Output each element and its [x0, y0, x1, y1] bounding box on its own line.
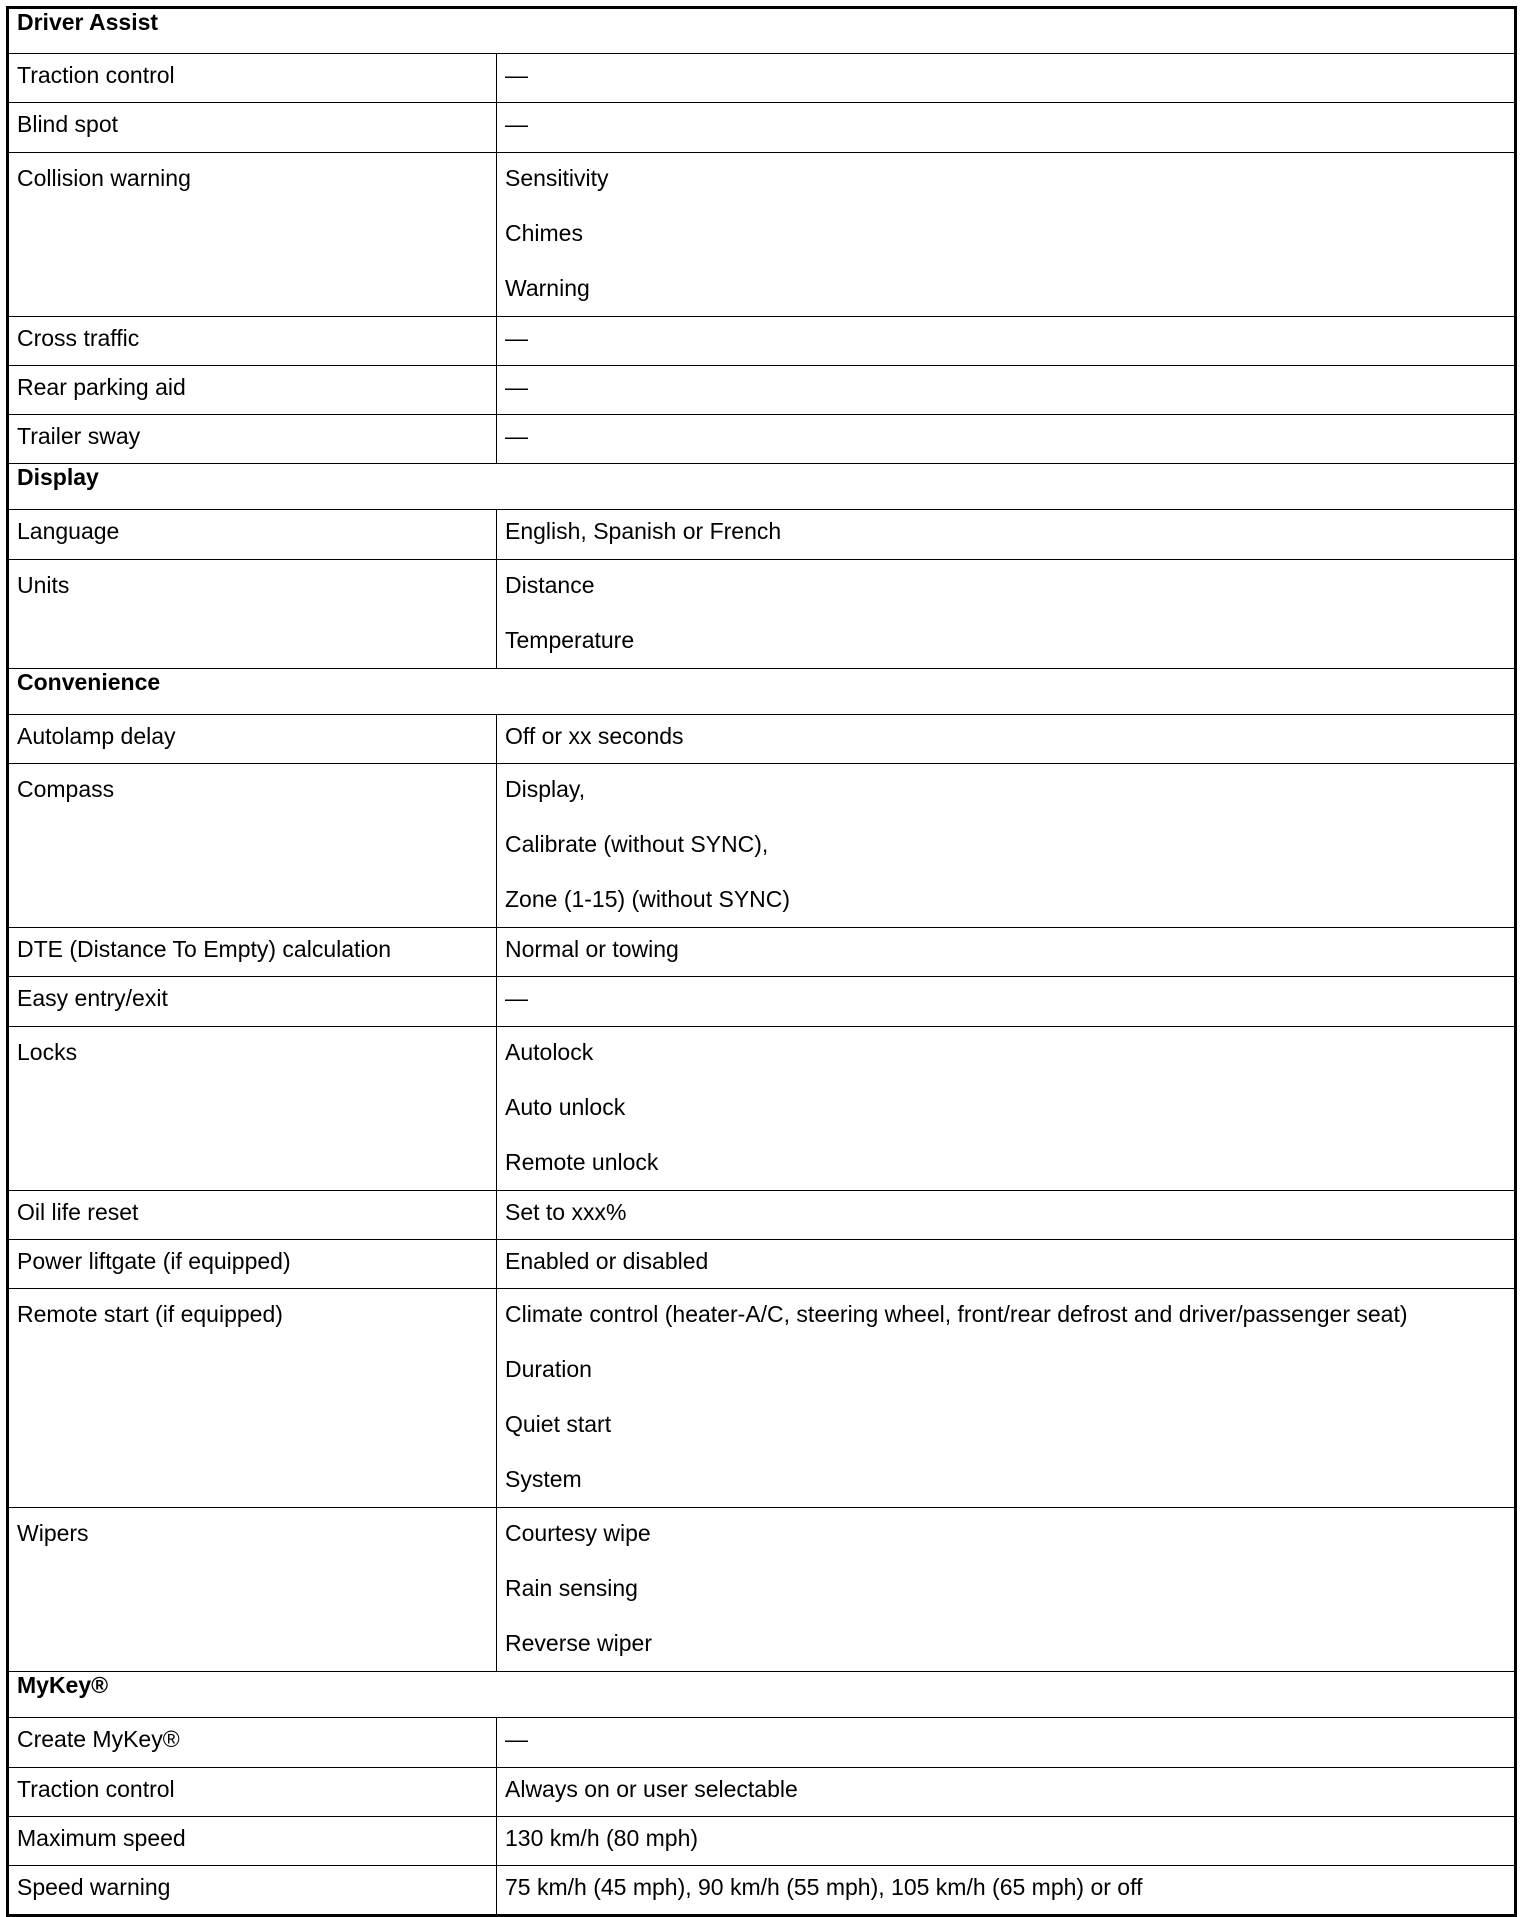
setting-label-text: Collision warning: [17, 164, 191, 191]
table-row: [8, 415, 1516, 464]
setting-options: [497, 1816, 1516, 1865]
setting-option: Chimes: [505, 219, 583, 246]
setting-option: Distance: [505, 571, 595, 598]
setting-options: [497, 928, 1516, 977]
setting-label: [8, 54, 497, 103]
setting-options: [497, 714, 1516, 763]
setting-options: [497, 316, 1516, 365]
setting-label-text: DTE (Distance To Empty) calculation: [17, 936, 392, 963]
section-title: Display: [8, 464, 1516, 510]
setting-options: [497, 1190, 1516, 1239]
table-row: [8, 928, 1516, 977]
table-row: [8, 54, 1516, 103]
setting-options: [497, 103, 1516, 152]
section-title: Convenience: [8, 668, 1516, 714]
setting-options: [497, 1026, 1516, 1190]
setting-label: [8, 415, 497, 464]
setting-option: —: [505, 62, 528, 88]
setting-option: Always on or user selectable: [505, 1775, 798, 1802]
setting-label-text: Traction control: [17, 1775, 175, 1802]
setting-option: Enabled or disabled: [505, 1247, 709, 1274]
table-row: [8, 1239, 1516, 1288]
setting-label: [8, 714, 497, 763]
table-row: [8, 1289, 1516, 1508]
setting-option: Normal or towing: [505, 936, 679, 963]
settings-table-body: [8, 8, 1516, 1916]
setting-options: [497, 1289, 1516, 1508]
setting-label-text: Trailer sway: [17, 423, 141, 450]
section-header: [8, 8, 1516, 54]
setting-label: [8, 510, 497, 559]
setting-options: [497, 152, 1516, 316]
setting-label-text: Remote start (if equipped): [17, 1301, 283, 1328]
setting-options: [497, 559, 1516, 668]
setting-option: Temperature: [505, 626, 635, 653]
setting-option: Reverse wiper: [505, 1630, 652, 1657]
table-row: [8, 764, 1516, 928]
setting-label: [8, 1190, 497, 1239]
setting-option: —: [505, 373, 528, 400]
setting-label-text: Units: [17, 571, 70, 598]
table-row: [8, 1767, 1516, 1816]
table-row: [8, 714, 1516, 763]
section-title: Driver Assist: [8, 8, 1516, 54]
setting-options: [497, 764, 1516, 928]
setting-label: [8, 1718, 497, 1767]
setting-options: [497, 54, 1516, 103]
table-row: [8, 1718, 1516, 1767]
setting-options: [497, 1866, 1516, 1916]
setting-option: Duration: [505, 1356, 592, 1383]
table-row: [8, 510, 1516, 559]
setting-label-text: Compass: [17, 776, 115, 803]
setting-options: [497, 1767, 1516, 1816]
setting-option: Sensitivity: [505, 164, 609, 191]
table-row: [8, 977, 1516, 1026]
table-row: [8, 1866, 1516, 1916]
setting-label: [8, 103, 497, 152]
setting-label: [8, 977, 497, 1026]
setting-label-text: Rear parking aid: [17, 373, 186, 400]
setting-label: [8, 559, 497, 668]
setting-options: [497, 1718, 1516, 1767]
table-row: [8, 103, 1516, 152]
setting-option: Display,: [505, 776, 586, 803]
setting-label: [8, 316, 497, 365]
setting-label: [8, 1289, 497, 1508]
setting-label: [8, 152, 497, 316]
setting-option: —: [505, 423, 528, 450]
setting-option: English, Spanish or French: [505, 518, 782, 545]
setting-option: System: [505, 1466, 582, 1493]
setting-label-text: Autolamp delay: [17, 722, 176, 749]
table-row: [8, 1026, 1516, 1190]
setting-label: [8, 1508, 497, 1672]
table-row: [8, 152, 1516, 316]
setting-label: [8, 1026, 497, 1190]
setting-option: Autolock: [505, 1038, 594, 1065]
setting-option: Courtesy wipe: [505, 1520, 651, 1547]
table-row: [8, 365, 1516, 414]
setting-option: Calibrate (without SYNC),: [505, 831, 769, 858]
section-header: [8, 668, 1516, 714]
table-row: [8, 1190, 1516, 1239]
setting-option: —: [505, 1726, 528, 1753]
setting-label-text: Cross traffic: [17, 324, 140, 351]
setting-label-text: Oil life reset: [17, 1198, 139, 1225]
setting-label-text: Power liftgate (if equipped): [17, 1247, 291, 1274]
settings-table: [6, 6, 1517, 1917]
setting-options: [497, 415, 1516, 464]
setting-options: [497, 510, 1516, 559]
setting-option: Set to xxx%: [505, 1198, 627, 1225]
setting-label: [8, 1816, 497, 1865]
setting-option: —: [505, 985, 528, 1012]
setting-option: Quiet start: [505, 1411, 612, 1438]
setting-option: 75 km/h (45 mph), 90 km/h (55 mph), 105 km/h (65 mph) or off: [505, 1874, 1143, 1901]
setting-option: Off or xx seconds: [505, 722, 684, 749]
table-row: [8, 1816, 1516, 1865]
setting-options: [497, 1508, 1516, 1672]
section-header: [8, 1672, 1516, 1718]
section-header: [8, 464, 1516, 510]
setting-options: [497, 1239, 1516, 1288]
setting-label: [8, 1239, 497, 1288]
setting-option: Zone (1-15) (without SYNC): [505, 886, 791, 913]
setting-label-text: Locks: [17, 1038, 78, 1065]
table-row: [8, 316, 1516, 365]
setting-label-text: Wipers: [17, 1520, 89, 1547]
setting-option: —: [505, 324, 528, 351]
setting-option: Rain sensing: [505, 1575, 638, 1602]
setting-label: [8, 365, 497, 414]
setting-label-text: Create MyKey®: [17, 1726, 180, 1753]
setting-label-text: Easy entry/exit: [17, 985, 168, 1012]
setting-label: [8, 764, 497, 928]
setting-label-text: Blind spot: [17, 111, 119, 138]
setting-label: [8, 1866, 497, 1916]
setting-label-text: Language: [17, 518, 120, 545]
table-row: [8, 1508, 1516, 1672]
setting-options: [497, 365, 1516, 414]
setting-option: Climate control (heater-A/C, steering wheel, front/rear defrost and driver/passenger seat): [505, 1301, 1408, 1328]
table-row: [8, 559, 1516, 668]
setting-option: Remote unlock: [505, 1148, 659, 1175]
section-title: MyKey®: [8, 1672, 1516, 1718]
setting-option: Warning: [505, 274, 590, 301]
setting-label-text: Maximum speed: [17, 1824, 186, 1851]
setting-label: [8, 928, 497, 977]
setting-label-text: Traction control: [17, 62, 175, 88]
setting-option: 130 km/h (80 mph): [505, 1824, 699, 1851]
setting-label: [8, 1767, 497, 1816]
setting-label-text: Speed warning: [17, 1874, 171, 1901]
setting-option: —: [505, 111, 528, 138]
setting-options: [497, 977, 1516, 1026]
setting-option: Auto unlock: [505, 1093, 626, 1120]
